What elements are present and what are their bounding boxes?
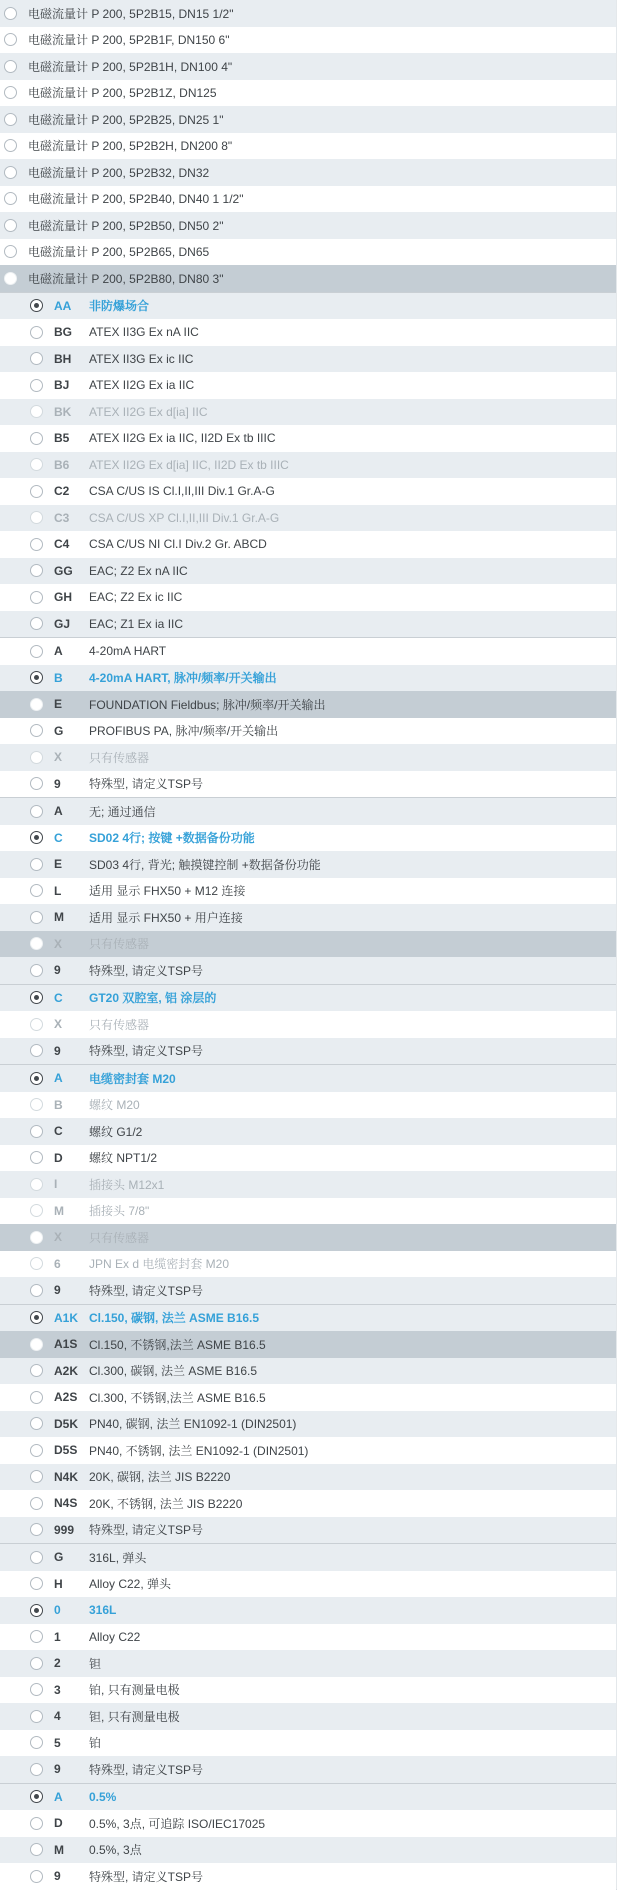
- radio-icon[interactable]: [30, 1523, 43, 1536]
- radio-icon[interactable]: [30, 511, 43, 524]
- option-row[interactable]: [0, 1411, 616, 1438]
- option-label: GT20 双腔室, 铝 涂层的: [89, 991, 217, 1006]
- option-row[interactable]: [0, 851, 616, 878]
- option-code: A2S: [54, 1390, 78, 1405]
- option-code: BJ: [54, 378, 70, 393]
- option-label: 特殊型, 请定义TSP号: [89, 1869, 204, 1884]
- option-code: 6: [54, 1256, 61, 1271]
- radio-icon[interactable]: [30, 1125, 43, 1138]
- option-code: C2: [54, 484, 70, 499]
- option-label: CSA C/US NI Cl.I Div.2 Gr. ABCD: [89, 537, 267, 552]
- product-label: 电磁流量计 P 200, 5P2B2H, DN200 8": [28, 139, 233, 154]
- radio-icon[interactable]: [4, 33, 17, 46]
- option-code: C: [54, 830, 63, 845]
- radio-icon[interactable]: [30, 1417, 43, 1430]
- option-row[interactable]: [0, 558, 616, 585]
- option-code: C: [54, 990, 63, 1005]
- radio-icon[interactable]: [30, 937, 43, 950]
- radio-icon[interactable]: [30, 432, 43, 445]
- option-code: 2: [54, 1656, 61, 1671]
- option-label: 只有传感器: [89, 1230, 150, 1245]
- radio-icon[interactable]: [30, 1231, 43, 1244]
- option-row[interactable]: [0, 1251, 616, 1278]
- option-code: N4K: [54, 1469, 79, 1484]
- option-label: SD02 4行; 按键 +数据备份功能: [89, 831, 255, 846]
- option-label: 铂: [89, 1736, 102, 1751]
- option-label: EAC; Z1 Ex ia IIC: [89, 616, 184, 631]
- radio-icon[interactable]: [30, 1204, 43, 1217]
- radio-icon[interactable]: [30, 1044, 43, 1057]
- option-code: M: [54, 910, 64, 925]
- option-code: E: [54, 857, 63, 872]
- radio-icon[interactable]: [30, 1284, 43, 1297]
- option-label: 电缆密封套 M20: [89, 1071, 176, 1086]
- option-label: 特殊型, 请定义TSP号: [89, 1762, 204, 1777]
- radio-icon[interactable]: [30, 1710, 43, 1723]
- option-code: D: [54, 1816, 63, 1831]
- radio-icon[interactable]: [30, 964, 43, 977]
- option-code: C4: [54, 537, 70, 552]
- option-code: AA: [54, 298, 72, 313]
- option-label: 铂, 只有测量电极: [89, 1683, 180, 1698]
- option-label: 插接头 7/8": [89, 1204, 150, 1219]
- option-label: 316L, 弹头: [89, 1550, 147, 1565]
- option-row[interactable]: [0, 1198, 616, 1225]
- option-row[interactable]: [0, 957, 616, 984]
- product-label: 电磁流量计 P 200, 5P2B1F, DN150 6": [28, 33, 230, 48]
- radio-icon[interactable]: [30, 1151, 43, 1164]
- option-row[interactable]: [0, 1703, 616, 1730]
- radio-icon[interactable]: [30, 1178, 43, 1191]
- option-code: B6: [54, 457, 70, 472]
- option-row[interactable]: [0, 1571, 616, 1598]
- radio-icon[interactable]: [30, 1763, 43, 1776]
- option-row[interactable]: [0, 1277, 616, 1304]
- option-row[interactable]: [0, 1490, 616, 1517]
- option-code: X: [54, 750, 63, 765]
- option-label: 螺纹 NPT1/2: [89, 1151, 158, 1166]
- radio-icon[interactable]: [30, 1683, 43, 1696]
- option-row[interactable]: [0, 1597, 616, 1624]
- radio-icon[interactable]: [30, 538, 43, 551]
- option-row[interactable]: [0, 1730, 616, 1757]
- option-code: A: [54, 804, 63, 819]
- option-row[interactable]: [0, 1650, 616, 1677]
- radio-icon[interactable]: [30, 1630, 43, 1643]
- product-row[interactable]: [0, 186, 616, 213]
- radio-icon[interactable]: [4, 219, 17, 232]
- option-code: GH: [54, 590, 72, 605]
- product-row[interactable]: [0, 106, 616, 133]
- option-row[interactable]: [0, 1092, 616, 1119]
- radio-icon[interactable]: [30, 1364, 43, 1377]
- option-row[interactable]: [0, 1358, 616, 1385]
- radio-icon[interactable]: [30, 1391, 43, 1404]
- option-code: A1K: [54, 1310, 79, 1325]
- option-label: 只有传感器: [89, 750, 150, 765]
- option-row[interactable]: [0, 611, 616, 638]
- option-code: 9: [54, 776, 61, 791]
- option-label: 特殊型, 请定义TSP号: [89, 1044, 204, 1059]
- product-row[interactable]: [0, 53, 616, 80]
- option-label: ATEX II3G Ex ic IIC: [89, 351, 194, 366]
- product-row[interactable]: [0, 265, 616, 292]
- product-row[interactable]: [0, 27, 616, 54]
- option-code: B: [54, 1097, 63, 1112]
- option-row[interactable]: [0, 1677, 616, 1704]
- option-row[interactable]: [0, 452, 616, 479]
- option-label: Alloy C22, 弹头: [89, 1577, 172, 1592]
- option-row[interactable]: [0, 1064, 616, 1092]
- option-code: M: [54, 1842, 64, 1857]
- radio-icon[interactable]: [30, 751, 43, 764]
- radio-icon[interactable]: [30, 777, 43, 790]
- option-code: G: [54, 1550, 64, 1565]
- option-code: N4S: [54, 1496, 78, 1511]
- option-row[interactable]: [0, 372, 616, 399]
- option-code: 4: [54, 1709, 61, 1724]
- option-row[interactable]: [0, 984, 616, 1012]
- radio-icon[interactable]: [4, 192, 17, 205]
- option-row[interactable]: [0, 1837, 616, 1864]
- option-code: A2K: [54, 1363, 79, 1378]
- radio-icon[interactable]: [4, 272, 17, 285]
- radio-icon[interactable]: [30, 1736, 43, 1749]
- option-row[interactable]: [0, 1464, 616, 1491]
- option-label: CSA C/US IS Cl.I,II,III Div.1 Gr.A-G: [89, 484, 275, 499]
- option-code: GJ: [54, 616, 71, 631]
- radio-icon[interactable]: [30, 1577, 43, 1590]
- option-label: 特殊型, 请定义TSP号: [89, 1283, 204, 1298]
- radio-icon[interactable]: [30, 405, 43, 418]
- option-label: PN40, 不锈钢, 法兰 EN1092-1 (DIN2501): [89, 1443, 309, 1458]
- option-label: ATEX II2G Ex d[ia] IIC, II2D Ex tb IIIC: [89, 457, 289, 472]
- product-label: 电磁流量计 P 200, 5P2B1Z, DN125: [28, 86, 217, 101]
- product-label: 电磁流量计 P 200, 5P2B15, DN15 1/2": [28, 6, 234, 21]
- option-row[interactable]: [0, 1756, 616, 1783]
- option-label: 钽: [89, 1656, 102, 1671]
- option-code: A1S: [54, 1337, 78, 1352]
- option-code: X: [54, 1017, 63, 1032]
- option-code: 9: [54, 1762, 61, 1777]
- option-code: L: [54, 883, 62, 898]
- radio-selected-icon[interactable]: [30, 831, 43, 844]
- option-row[interactable]: [0, 584, 616, 611]
- option-code: BG: [54, 325, 72, 340]
- option-code: 1: [54, 1629, 61, 1644]
- radio-icon[interactable]: [4, 60, 17, 73]
- radio-icon[interactable]: [30, 617, 43, 630]
- option-label: 非防爆场合: [89, 299, 150, 314]
- option-row[interactable]: [0, 1437, 616, 1464]
- option-label: Alloy C22: [89, 1629, 141, 1644]
- radio-icon[interactable]: [30, 805, 43, 818]
- option-label: 0.5%, 3点, 可追踪 ISO/IEC17025: [89, 1816, 266, 1831]
- radio-selected-icon[interactable]: [30, 1604, 43, 1617]
- radio-selected-icon[interactable]: [30, 1790, 43, 1803]
- option-label: 特殊型, 请定义TSP号: [89, 963, 204, 978]
- product-label: 电磁流量计 P 200, 5P2B40, DN40 1 1/2": [28, 192, 244, 207]
- option-row[interactable]: [0, 1118, 616, 1145]
- option-row[interactable]: [0, 904, 616, 931]
- option-code: X: [54, 936, 63, 951]
- option-code: H: [54, 1576, 63, 1591]
- option-row[interactable]: [0, 691, 616, 718]
- option-row[interactable]: [0, 1624, 616, 1651]
- option-row[interactable]: [0, 1304, 616, 1332]
- option-label: ATEX II2G Ex ia IIC: [89, 378, 195, 393]
- product-row[interactable]: [0, 80, 616, 107]
- radio-icon[interactable]: [30, 884, 43, 897]
- option-code: M: [54, 1203, 64, 1218]
- option-row[interactable]: [0, 931, 616, 958]
- option-code: G: [54, 723, 64, 738]
- radio-icon[interactable]: [30, 591, 43, 604]
- option-label: 只有传感器: [89, 1017, 150, 1032]
- radio-icon[interactable]: [4, 113, 17, 126]
- option-code: A: [54, 1071, 63, 1086]
- option-code: 9: [54, 1283, 61, 1298]
- radio-icon[interactable]: [30, 1551, 43, 1564]
- radio-icon[interactable]: [30, 352, 43, 365]
- option-label: 0.5%: [89, 1789, 117, 1804]
- option-code: B: [54, 670, 63, 685]
- option-label: 适用 显示 FHX50 + 用户连接: [89, 910, 243, 925]
- option-label: 螺纹 G1/2: [89, 1124, 143, 1139]
- radio-icon[interactable]: [30, 1338, 43, 1351]
- option-label: EAC; Z2 Ex nA IIC: [89, 563, 188, 578]
- radio-icon[interactable]: [30, 858, 43, 871]
- option-label: 螺纹 M20: [89, 1098, 140, 1113]
- radio-icon[interactable]: [30, 1018, 43, 1031]
- option-label: PROFIBUS PA, 脉冲/频率/开关输出: [89, 724, 279, 739]
- radio-icon[interactable]: [30, 1257, 43, 1270]
- radio-icon[interactable]: [30, 698, 43, 711]
- product-row[interactable]: [0, 239, 616, 266]
- radio-icon[interactable]: [4, 7, 17, 20]
- radio-selected-icon[interactable]: [30, 299, 43, 312]
- option-code: 3: [54, 1682, 61, 1697]
- option-code: 0: [54, 1603, 61, 1618]
- radio-icon[interactable]: [30, 724, 43, 737]
- radio-icon[interactable]: [30, 326, 43, 339]
- option-label: 钽, 只有测量电极: [89, 1709, 180, 1724]
- radio-icon[interactable]: [30, 564, 43, 577]
- option-row[interactable]: [0, 319, 616, 346]
- product-label: 电磁流量计 P 200, 5P2B50, DN50 2": [28, 218, 224, 233]
- radio-icon[interactable]: [30, 1470, 43, 1483]
- option-row[interactable]: [0, 1171, 616, 1198]
- option-row[interactable]: [0, 665, 616, 692]
- option-row[interactable]: [0, 718, 616, 745]
- radio-icon[interactable]: [30, 645, 43, 658]
- option-code: E: [54, 697, 63, 712]
- option-code: GG: [54, 563, 73, 578]
- radio-icon[interactable]: [4, 166, 17, 179]
- option-row[interactable]: [0, 878, 616, 905]
- radio-icon[interactable]: [30, 1843, 43, 1856]
- option-row[interactable]: [0, 1331, 616, 1358]
- option-label: 20K, 碳钢, 法兰 JIS B2220: [89, 1470, 231, 1485]
- option-label: 0.5%, 3点: [89, 1843, 142, 1858]
- option-label: 4-20mA HART, 脉冲/频率/开关输出: [89, 671, 277, 686]
- radio-icon[interactable]: [30, 485, 43, 498]
- radio-icon[interactable]: [30, 1444, 43, 1457]
- option-row[interactable]: [0, 399, 616, 426]
- option-label: 4-20mA HART: [89, 644, 167, 659]
- option-label: 20K, 不锈钢, 法兰 JIS B2220: [89, 1496, 243, 1511]
- product-row[interactable]: [0, 159, 616, 186]
- option-row[interactable]: [0, 346, 616, 373]
- product-label: 电磁流量计 P 200, 5P2B65, DN65: [28, 245, 210, 260]
- option-label: 特殊型, 请定义TSP号: [89, 777, 204, 792]
- option-code: C: [54, 1124, 63, 1139]
- option-code: D: [54, 1150, 63, 1165]
- option-row[interactable]: [0, 797, 616, 825]
- option-code: 9: [54, 1869, 61, 1884]
- option-code: A: [54, 644, 63, 659]
- option-label: Cl.300, 碳钢, 法兰 ASME B16.5: [89, 1364, 258, 1379]
- option-label: ATEX II2G Ex ia IIC, II2D Ex tb IIIC: [89, 431, 276, 446]
- option-code: 999: [54, 1522, 75, 1537]
- option-row[interactable]: [0, 1384, 616, 1411]
- radio-icon[interactable]: [30, 379, 43, 392]
- option-row[interactable]: [0, 478, 616, 505]
- option-label: 只有传感器: [89, 937, 150, 952]
- option-label: EAC; Z2 Ex ic IIC: [89, 590, 183, 605]
- option-label: 特殊型, 请定义TSP号: [89, 1523, 204, 1538]
- option-row[interactable]: [0, 505, 616, 532]
- option-row[interactable]: [0, 1517, 616, 1544]
- radio-icon[interactable]: [30, 1657, 43, 1670]
- option-code: BH: [54, 351, 72, 366]
- option-row[interactable]: [0, 1810, 616, 1837]
- option-row[interactable]: [0, 531, 616, 558]
- radio-selected-icon[interactable]: [30, 991, 43, 1004]
- option-row[interactable]: [0, 1224, 616, 1251]
- product-label: 电磁流量计 P 200, 5P2B1H, DN100 4": [28, 59, 233, 74]
- option-label: 适用 显示 FHX50 + M12 连接: [89, 884, 246, 899]
- radio-icon[interactable]: [30, 911, 43, 924]
- radio-icon[interactable]: [4, 86, 17, 99]
- radio-icon[interactable]: [30, 1870, 43, 1883]
- option-label: 插接头 M12x1: [89, 1177, 165, 1192]
- option-row[interactable]: [0, 637, 616, 665]
- option-code: I: [54, 1177, 58, 1192]
- radio-icon[interactable]: [4, 245, 17, 258]
- product-label: 电磁流量计 P 200, 5P2B80, DN80 3": [28, 271, 224, 286]
- option-row[interactable]: [0, 825, 616, 852]
- radio-icon[interactable]: [30, 458, 43, 471]
- option-code: 9: [54, 963, 61, 978]
- option-row[interactable]: [0, 1038, 616, 1065]
- option-code: B5: [54, 431, 70, 446]
- option-code: C3: [54, 510, 70, 525]
- option-label: PN40, 碳钢, 法兰 EN1092-1 (DIN2501): [89, 1417, 297, 1432]
- option-code: D5S: [54, 1443, 78, 1458]
- option-code: A: [54, 1789, 63, 1804]
- option-label: Cl.150, 不锈钢,法兰 ASME B16.5: [89, 1337, 266, 1352]
- radio-selected-icon[interactable]: [30, 671, 43, 684]
- product-row[interactable]: [0, 0, 616, 27]
- radio-icon[interactable]: [30, 1817, 43, 1830]
- radio-icon[interactable]: [30, 1098, 43, 1111]
- option-row[interactable]: [0, 425, 616, 452]
- option-label: SD03 4行, 背光; 触摸键控制 +数据备份功能: [89, 857, 321, 872]
- option-row[interactable]: [0, 1863, 616, 1890]
- product-label: 电磁流量计 P 200, 5P2B32, DN32: [28, 165, 210, 180]
- radio-icon[interactable]: [30, 1497, 43, 1510]
- option-code: D5K: [54, 1416, 79, 1431]
- option-code: 9: [54, 1043, 61, 1058]
- option-code: 5: [54, 1735, 61, 1750]
- radio-selected-icon[interactable]: [30, 1311, 43, 1324]
- option-label: Cl.150, 碳钢, 法兰 ASME B16.5: [89, 1311, 260, 1326]
- option-row[interactable]: [0, 1783, 616, 1811]
- option-row[interactable]: [0, 1011, 616, 1038]
- option-label: JPN Ex d 电缆密封套 M20: [89, 1257, 230, 1272]
- option-label: CSA C/US XP Cl.I,II,III Div.1 Gr.A-G: [89, 510, 280, 525]
- option-label: ATEX II3G Ex nA IIC: [89, 325, 199, 340]
- option-row[interactable]: [0, 1145, 616, 1172]
- option-row[interactable]: [0, 292, 616, 320]
- product-row[interactable]: [0, 212, 616, 239]
- option-label: ATEX II2G Ex d[ia] IIC: [89, 404, 208, 419]
- option-row[interactable]: [0, 1543, 616, 1571]
- option-label: Cl.300, 不锈钢,法兰 ASME B16.5: [89, 1390, 266, 1405]
- product-row[interactable]: [0, 133, 616, 160]
- option-row[interactable]: [0, 744, 616, 771]
- product-label: 电磁流量计 P 200, 5P2B25, DN25 1": [28, 112, 224, 127]
- option-code: BK: [54, 404, 72, 419]
- option-label: 316L: [89, 1603, 117, 1618]
- radio-icon[interactable]: [4, 139, 17, 152]
- option-label: 无; 通过通信: [89, 804, 156, 819]
- option-row[interactable]: [0, 771, 616, 798]
- option-code: X: [54, 1230, 63, 1245]
- option-label: FOUNDATION Fieldbus; 脉冲/频率/开关输出: [89, 697, 326, 712]
- radio-selected-icon[interactable]: [30, 1072, 43, 1085]
